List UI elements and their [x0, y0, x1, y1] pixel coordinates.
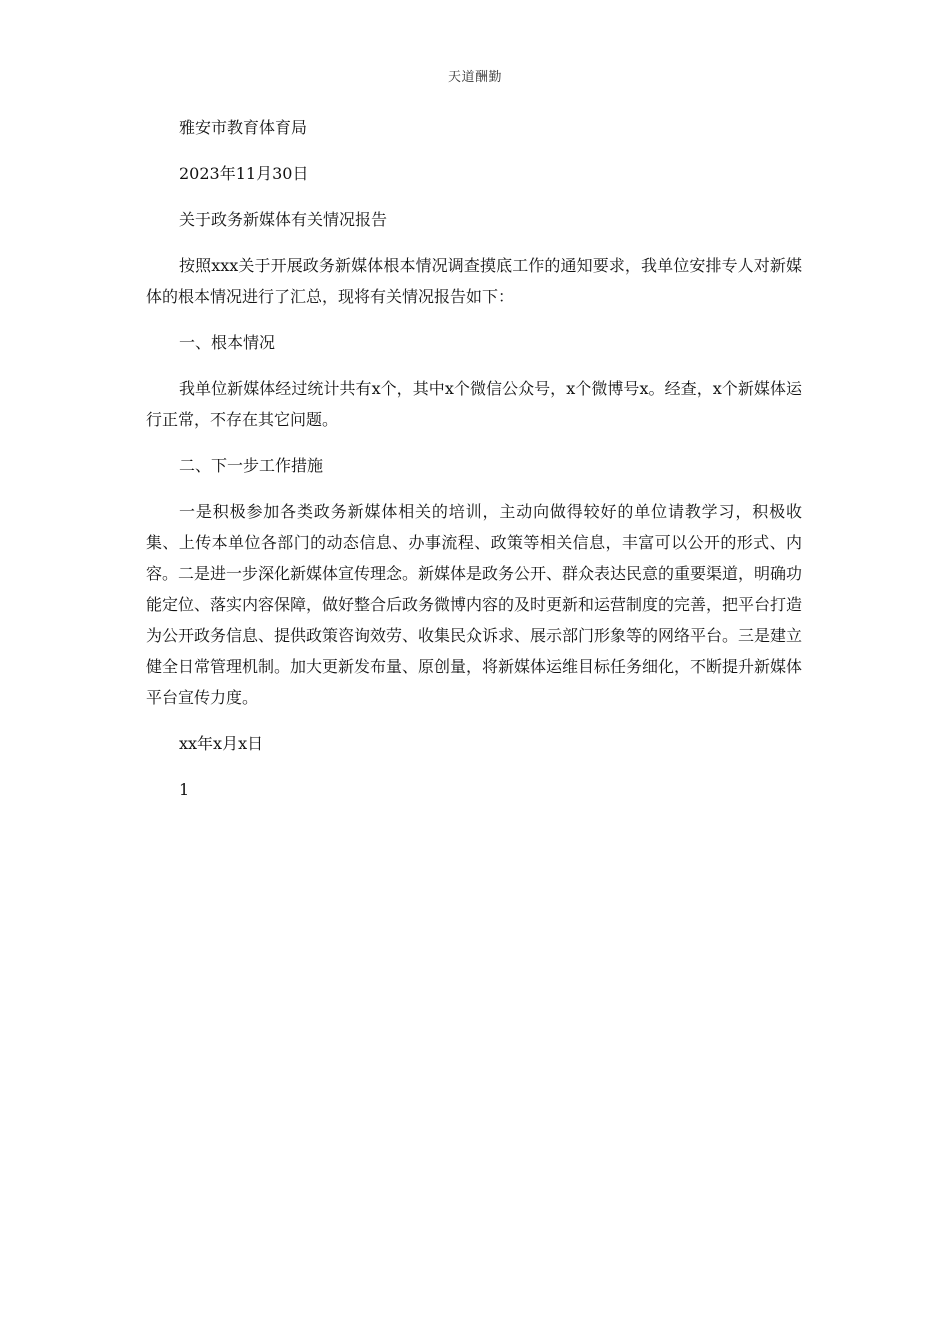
- document-title: 关于政务新媒体有关情况报告: [179, 210, 388, 229]
- document-body: [146, 112, 802, 820]
- page-number: 1: [179, 780, 190, 799]
- issuer-name: 雅安市教育体育局: [179, 118, 308, 137]
- intro-paragraph: 按照xxx关于开展政务新媒体根本情况调查摸底工作的通知要求，我单位安排专人对新媒体的根本情况进行了汇总，现将有关情况报告如下：: [146, 256, 802, 306]
- section-heading-next-steps: 二、下一步工作措施: [179, 456, 324, 475]
- issue-date: 2023年11月30日: [179, 164, 309, 183]
- basic-situation-paragraph: 我单位新媒体经过统计共有x个，其中x个微信公众号，x个微博号x。经查，x个新媒体运行正常，不存在其它问题。: [146, 379, 802, 429]
- next-steps-paragraph: 一是积极参加各类政务新媒体相关的培训，主动向做得较好的单位请教学习，积极收集、上传本单位各部门的动态信息、办事流程、政策等相关信息，丰富可以公开的形式、内容。二是进一步深化新媒体宣传理念。新媒体是政务公开、群众表达民意的重要渠道，明确功能定位、落实内容保障，做好整合后政务微博内容的及时更新和运营制度的完善，把平台打造为公开政务信息、提供政策咨询效劳、收集民众诉求、展示部门形象等的网络平台。三是建立健全日常管理机制。加大更新发布量、原创量，将新媒体运维目标任务细化，不断提升新媒体平台宣传力度。: [146, 502, 803, 707]
- section-heading-basic: 一、根本情况: [179, 333, 276, 352]
- page-header: 天道酬勤: [447, 70, 502, 85]
- signature-date: xx年x月x日: [179, 734, 264, 753]
